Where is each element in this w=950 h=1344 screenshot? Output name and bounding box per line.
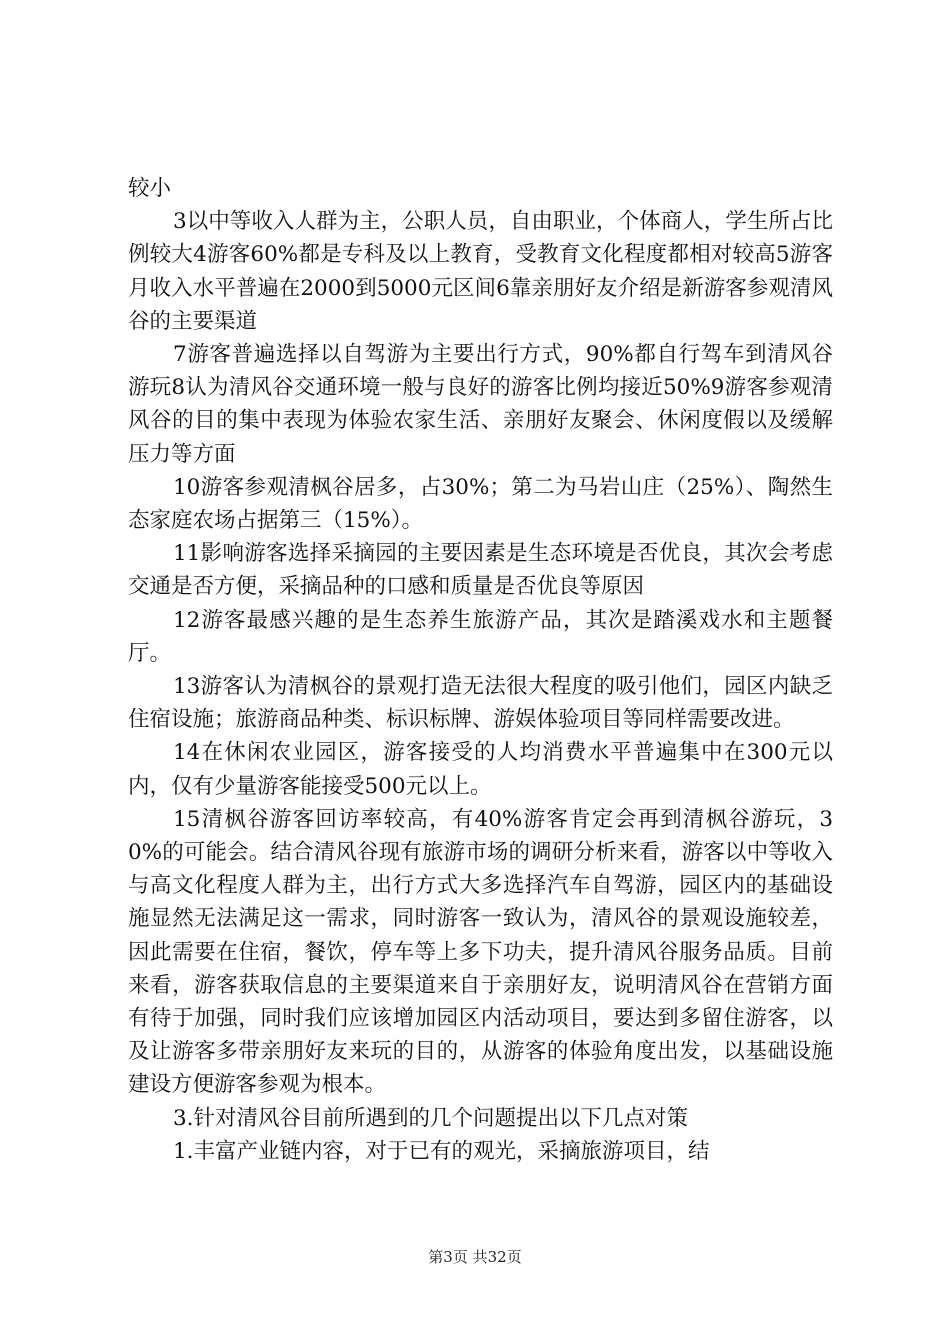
paragraph: 13游客认为清枫谷的景观打造无法很大程度的吸引他们，园区内缺乏住宿设施；旅游商品种类、标识标牌、游娱体验项目等同样需要改进。 [128, 674, 833, 733]
paragraph: 7游客普遍选择以自驾游为主要出行方式，90%都自行驾车到清风谷游玩8认为清风谷交通环境一般与良好的游客比例均接近50%9游客参观清风谷的目的集中表现为体验农家生活、亲朋好友聚会、休闲度假以及缓解压力等方面 [128, 342, 833, 467]
document-body [128, 172, 833, 1168]
paragraph: 15清枫谷游客回访率较高，有40%游客肯定会再到清枫谷游玩，30%的可能会。结合清风谷现有旅游市场的调研分析来看，游客以中等收入与高文化程度人群为主，出行方式大多选择汽车自驾游，园区内的基础设施显然无法满足这一需求，同时游客一致认为，清风谷的景观设施较差，因此需要在住宿，餐饮，停车等上多下功夫，提升清风谷服务品质。目前来看，游客获取信息的主要渠道来自于亲朋好友，说明清风谷在营销方面有待于加强，同时我们应该增加园区内活动项目，要达到多留住游客，以及让游客多带亲朋好友来玩的目的，从游客的体验角度出发，以基础设施建设方便游客参观为根本。 [128, 806, 833, 1098]
paragraph: 14在休闲农业园区，游客接受的人均消费水平普遍集中在300元以内，仅有少量游客能接受500元以上。 [128, 740, 833, 799]
paragraph: 3.针对清风谷目前所遇到的几个问题提出以下几点对策 [173, 1105, 689, 1131]
paragraph: 10游客参观清枫谷居多，占30%；第二为马岩山庄（25%）、陶然生态家庭农场占据第三（15%）。 [128, 474, 833, 534]
paragraph: 1.丰富产业链内容，对于已有的观光，采摘旅游项目，结 [173, 1138, 710, 1164]
paragraph: 3以中等收入人群为主，公职人员，自由职业，个体商人，学生所占比例较大4游客60%都是专科及以上教育，受教育文化程度都相对较高5游客月收入水平普遍在2000到5000元区间6靠亲朋好友介绍是新游客参观清风谷的主要渠道 [128, 209, 833, 334]
page-number: 第3页 共32页 [428, 1248, 522, 1266]
paragraph: 较小 [128, 176, 172, 201]
paragraph: 12游客最感兴趣的是生态养生旅游产品，其次是踏溪戏水和主题餐厅。 [128, 607, 833, 666]
paragraph: 11影响游客选择采摘园的主要因素是生态环境是否优良，其次会考虑交通是否方便，采摘品种的口感和质量是否优良等原因 [128, 541, 833, 600]
